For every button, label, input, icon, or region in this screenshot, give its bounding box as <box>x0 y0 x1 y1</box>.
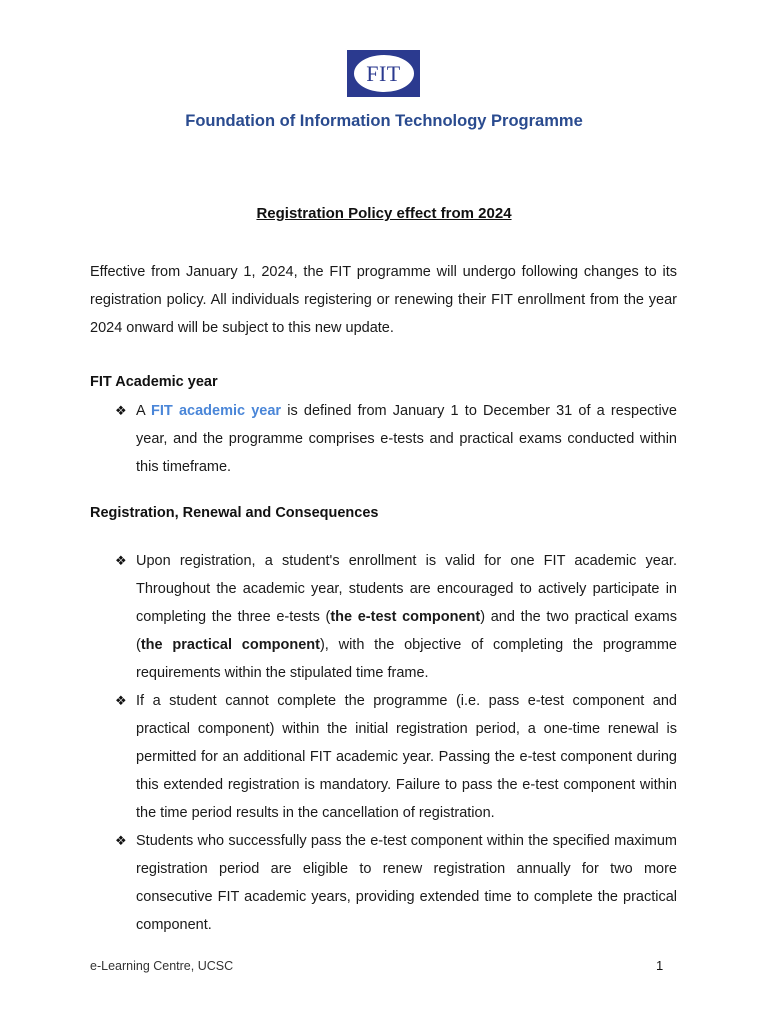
academic-year-list <box>90 397 677 481</box>
practical-component-term: the practical component <box>140 637 320 653</box>
list-item <box>90 687 677 827</box>
footer-organization: e-Learning Centre, UCSC <box>90 959 234 973</box>
diamond-bullet-icon: ❖ <box>115 833 127 848</box>
bullet-text: ) and the two practical exams ( <box>136 609 677 653</box>
bullet-prefix: A <box>136 403 152 419</box>
policy-title: Registration Policy effect from 2024 <box>256 205 512 222</box>
academic-year-heading: FIT Academic year <box>90 374 218 390</box>
diamond-bullet-icon: ❖ <box>115 693 127 708</box>
registration-list <box>90 547 677 939</box>
e-test-component-term: the e-test component <box>330 609 481 625</box>
bullet-text: If a student cannot complete the programme (i.e. pass e-test component and practical component) within the initial registration period, a one-time renewal is permitted for an additional FIT academic year. Passing the e-test component during this extended registration is mandatory. Failure to pass the e-test component within the time period results in the cancellation of registration. <box>136 693 677 821</box>
bullet-text: Upon registration, a student's enrollment is valid for one FIT academic year. Throughout the academic year, students are encouraged to actively participate in completing the three e-tests ( <box>136 553 677 625</box>
programme-title: Foundation of Information Technology Programme <box>185 112 583 130</box>
bullet-text: Students who successfully pass the e-test component within the specified maximum registration period are eligible to renew registration annually for two more consecutive FIT academic years, providing extended time to complete the practical component. <box>136 833 677 933</box>
bullet-text: is defined from January 1 to December 31 of a respective year, and the programme comprises e-tests and practical exams conducted within this timeframe. <box>136 403 677 475</box>
fit-academic-year-term: FIT academic year <box>151 403 282 419</box>
list-item <box>90 397 677 481</box>
page-number: 1 <box>656 958 664 973</box>
registration-heading: Registration, Renewal and Consequences <box>90 505 379 521</box>
list-item <box>90 827 677 939</box>
bullet-text: ), with the objective of completing the programme requirements within the stipulated time frame. <box>136 637 677 681</box>
list-item <box>90 547 677 687</box>
fit-logo-text: FIT <box>354 55 414 92</box>
diamond-bullet-icon: ❖ <box>115 403 127 418</box>
fit-logo <box>347 50 420 97</box>
intro-paragraph: Effective from January 1, 2024, the FIT programme will undergo following changes to its registration policy. All individuals registering or renewing their FIT enrollment from the year 2024 onward will be subject to this new update. <box>90 264 677 336</box>
diamond-bullet-icon: ❖ <box>115 553 127 568</box>
